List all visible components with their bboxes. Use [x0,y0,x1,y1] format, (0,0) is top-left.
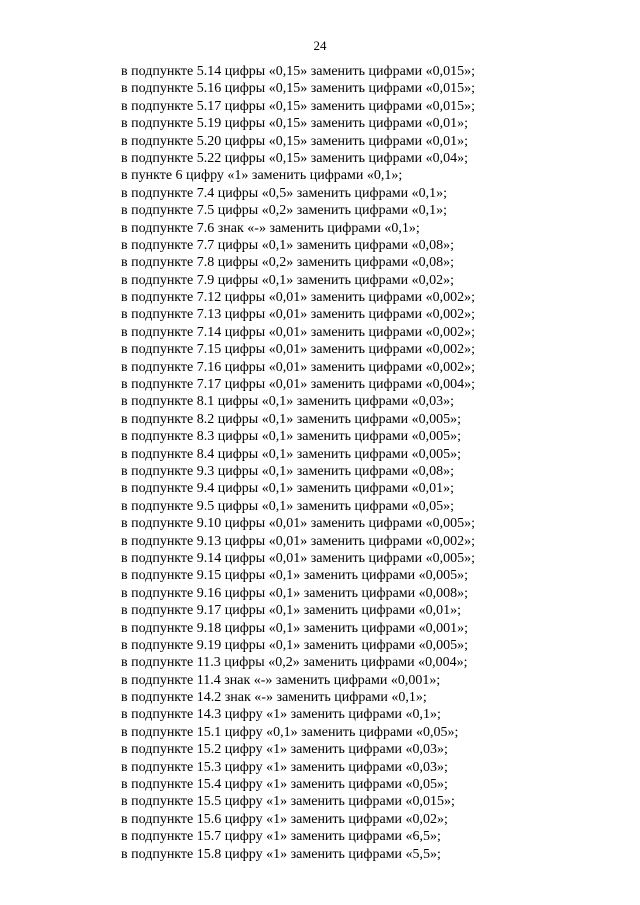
amendment-line: в подпункте 9.19 цифры «0,1» заменить цифрами «0,005»; [121,637,469,653]
amendment-line: в подпункте 15.1 цифру «0,1» заменить цифрами «0,05»; [121,724,459,740]
amendment-line: в подпункте 5.19 цифры «0,15» заменить цифрами «0,01»; [121,116,469,132]
amendment-line: в подпункте 9.5 цифры «0,1» заменить цифрами «0,05»; [121,498,455,514]
amendment-line: в подпункте 15.6 цифру «1» заменить цифрами «0,02»; [121,811,448,827]
amendment-line: в подпункте 7.12 цифры «0,01» заменить цифрами «0,002»; [121,290,476,306]
amendment-list [121,63,621,863]
amendment-line: в подпункте 7.4 цифры «0,5» заменить цифрами «0,1»; [121,185,448,201]
amendment-line: в подпункте 9.17 цифры «0,1» заменить цифрами «0,01»; [121,603,462,619]
amendment-line: в подпункте 9.16 цифры «0,1» заменить цифрами «0,008»; [121,585,469,601]
amendment-line: в подпункте 5.22 цифры «0,15» заменить цифрами «0,04»; [121,150,469,166]
amendment-line: в подпункте 8.2 цифры «0,1» заменить цифрами «0,005»; [121,411,462,427]
amendment-line: в подпункте 9.4 цифры «0,1» заменить цифрами «0,01»; [121,481,455,497]
amendment-line: в подпункте 7.6 знак «-» заменить цифрами «0,1»; [121,220,420,236]
amendment-line: в подпункте 5.20 цифры «0,15» заменить цифрами «0,01»; [121,133,469,149]
amendment-line: в подпункте 8.4 цифры «0,1» заменить цифрами «0,005»; [121,446,462,462]
amendment-line: в подпункте 7.14 цифры «0,01» заменить цифрами «0,002»; [121,324,476,340]
amendment-line: в подпункте 15.3 цифру «1» заменить цифрами «0,03»; [121,759,448,775]
page-number: 24 [313,38,327,53]
amendment-line: в подпункте 15.5 цифру «1» заменить цифрами «0,015»; [121,794,455,810]
amendment-line: в подпункте 11.4 знак «-» заменить цифрами «0,001»; [121,672,441,688]
amendment-line: в подпункте 9.15 цифры «0,1» заменить цифрами «0,005»; [121,568,469,584]
amendment-line: в подпункте 15.8 цифру «1» заменить цифрами «5,5»; [121,846,441,862]
amendment-line: в подпункте 9.3 цифры «0,1» заменить цифрами «0,08»; [121,463,455,479]
amendment-line: в подпункте 7.7 цифры «0,1» заменить цифрами «0,08»; [121,237,455,253]
amendment-line: в подпункте 5.16 цифры «0,15» заменить цифрами «0,015»; [121,81,476,97]
amendment-line: в подпункте 9.10 цифры «0,01» заменить цифрами «0,005»; [121,516,476,532]
amendment-line: в подпункте 7.17 цифры «0,01» заменить цифрами «0,004»; [121,377,476,393]
amendment-line: в подпункте 7.9 цифры «0,1» заменить цифрами «0,02»; [121,272,455,288]
amendment-line: в подпункте 7.5 цифры «0,2» заменить цифрами «0,1»; [121,203,448,219]
amendment-line: в подпункте 7.15 цифры «0,01» заменить цифрами «0,002»; [121,342,476,358]
amendment-line: в пункте 6 цифру «1» заменить цифрами «0,1»; [121,168,403,184]
amendment-line: в подпункте 9.14 цифры «0,01» заменить цифрами «0,005»; [121,550,476,566]
amendment-line: в подпункте 14.3 цифру «1» заменить цифрами «0,1»; [121,707,441,723]
amendment-line: в подпункте 5.14 цифры «0,15» заменить цифрами «0,015»; [121,64,476,79]
amendment-line: в подпункте 7.13 цифры «0,01» заменить цифрами «0,002»; [121,307,476,323]
amendment-line: в подпункте 7.8 цифры «0,2» заменить цифрами «0,08»; [121,255,455,271]
amendment-line: в подпункте 9.13 цифры «0,01» заменить цифрами «0,002»; [121,533,476,549]
amendment-line: в подпункте 15.4 цифру «1» заменить цифрами «0,05»; [121,777,448,793]
amendment-line: в подпункте 7.16 цифры «0,01» заменить цифрами «0,002»; [121,359,476,375]
amendment-line: в подпункте 8.1 цифры «0,1» заменить цифрами «0,03»; [121,394,455,410]
amendment-line: в подпункте 15.2 цифру «1» заменить цифрами «0,03»; [121,742,448,758]
amendment-line: в подпункте 5.17 цифры «0,15» заменить цифрами «0,015»; [121,98,476,114]
amendment-line: в подпункте 15.7 цифру «1» заменить цифрами «6,5»; [121,829,441,845]
amendment-line: в подпункте 11.3 цифры «0,2» заменить цифрами «0,004»; [121,655,468,671]
amendment-line: в подпункте 9.18 цифры «0,1» заменить цифрами «0,001»; [121,620,469,636]
amendment-line: в подпункте 14.2 знак «-» заменить цифрами «0,1»; [121,690,427,706]
amendment-line: в подпункте 8.3 цифры «0,1» заменить цифрами «0,005»; [121,429,462,445]
